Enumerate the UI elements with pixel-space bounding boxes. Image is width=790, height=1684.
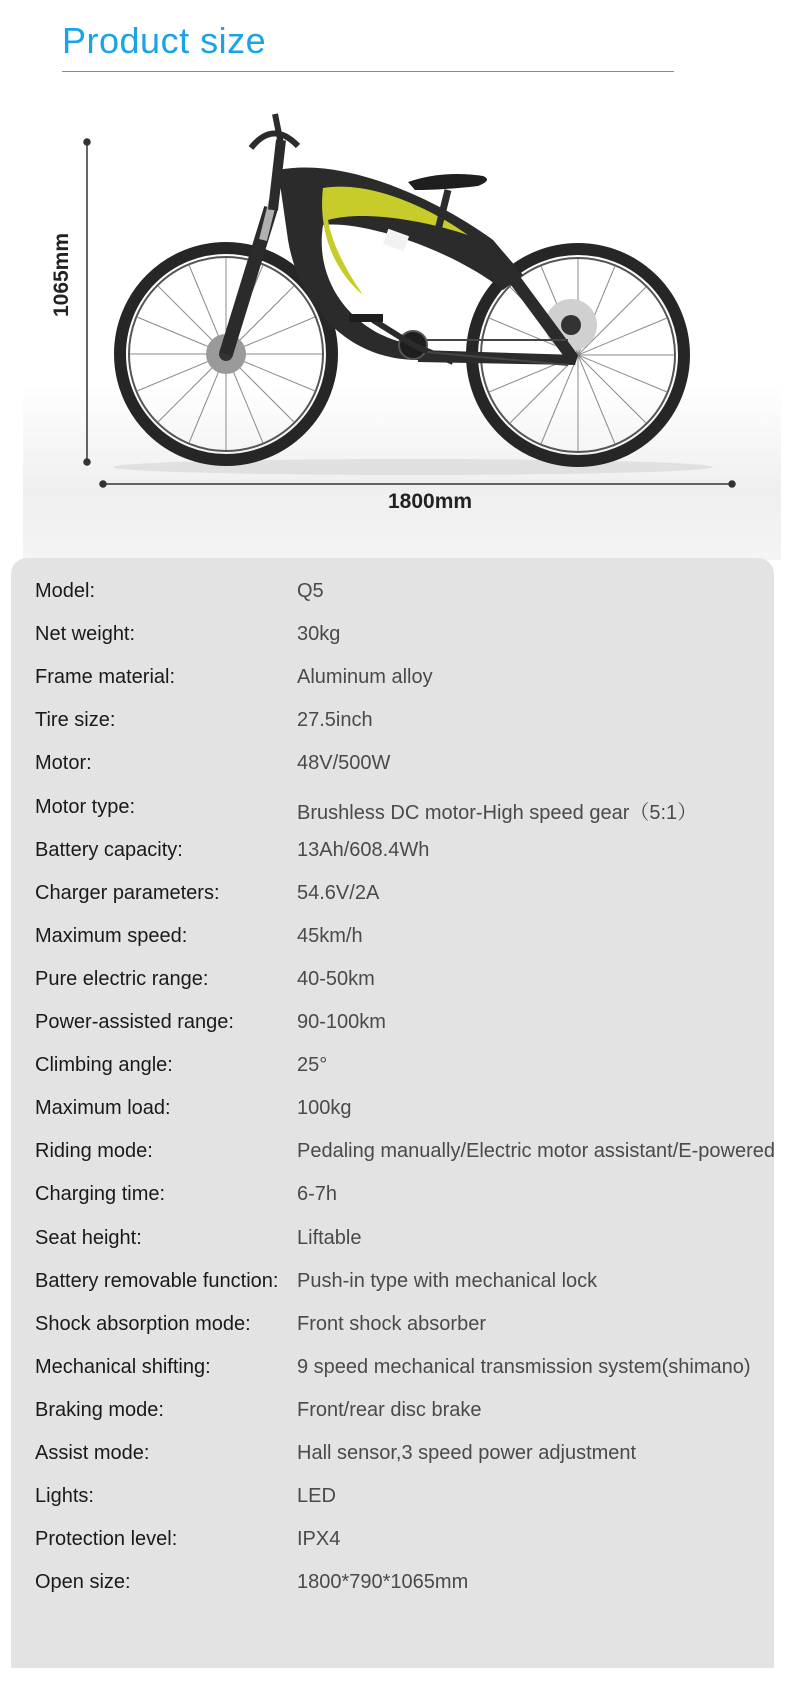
spec-value: 25° (297, 1054, 328, 1077)
spec-row (11, 1087, 774, 1130)
spec-row (11, 1561, 774, 1604)
spec-row (11, 786, 774, 829)
height-dimension-line (84, 139, 90, 465)
spec-value: 45km/h (297, 924, 363, 947)
spec-label: Battery capacity: (35, 838, 183, 861)
length-dimension-line (100, 481, 735, 487)
spec-value: Liftable (297, 1226, 362, 1249)
spec-row (11, 1001, 774, 1044)
spec-value: 100kg (297, 1097, 352, 1120)
spec-row (11, 829, 774, 872)
spec-row (11, 915, 774, 958)
page-title: Product size (62, 20, 267, 61)
spec-row (11, 742, 774, 785)
spec-label: Charging time: (35, 1183, 166, 1206)
spec-label: Motor: (35, 752, 92, 775)
spec-label: Frame material: (35, 666, 176, 689)
spec-row (11, 1044, 774, 1087)
spec-label: Tire size: (35, 709, 116, 732)
spec-label: Shock absorption mode: (35, 1312, 251, 1335)
bike-frame (278, 167, 578, 365)
spec-value: IPX4 (297, 1528, 341, 1551)
spec-row (11, 1432, 774, 1475)
spec-row (11, 613, 774, 656)
spec-value: 27.5inch (297, 709, 373, 732)
spec-row (11, 1173, 774, 1216)
spec-value: Aluminum alloy (297, 666, 433, 689)
spec-value: Q5 (297, 580, 324, 602)
spec-label: Pure electric range: (35, 967, 209, 990)
spec-label: Battery removable function: (35, 1269, 279, 1292)
spec-value: 1800*790*1065mm (297, 1571, 469, 1594)
spec-row (11, 656, 774, 699)
spec-label: Motor type: (35, 795, 136, 818)
spec-value: LED (297, 1485, 336, 1508)
spec-label: Maximum speed: (35, 924, 188, 947)
spec-label: Protection level: (35, 1528, 178, 1551)
spec-value: Push-in type with mechanical lock (297, 1269, 598, 1292)
spec-value: Pedaling manually/Electric motor assistant/E-powered (297, 1140, 775, 1163)
spec-row (11, 1130, 774, 1173)
spec-label: Braking mode: (35, 1398, 164, 1421)
spec-value: Front/rear disc brake (297, 1398, 482, 1421)
spec-value: 40-50km (297, 967, 375, 990)
spec-label: Seat height: (35, 1226, 142, 1249)
spec-label: Climbing angle: (35, 1054, 173, 1077)
length-dimension-label: 1800mm (388, 490, 473, 513)
spec-label: Riding mode: (35, 1140, 153, 1163)
spec-row (11, 570, 774, 613)
spec-value: 48V/500W (297, 752, 391, 775)
spec-row (11, 1217, 774, 1260)
spec-label: Open size: (35, 1571, 131, 1594)
spec-row (11, 1346, 774, 1389)
specifications-panel (11, 558, 774, 1668)
spec-value: Hall sensor,3 speed power adjustment (297, 1442, 637, 1464)
spec-label: Net weight: (35, 623, 136, 646)
spec-row (11, 872, 774, 915)
spec-value: 30kg (297, 623, 341, 646)
spec-label: Power-assisted range: (35, 1011, 234, 1033)
spec-row (11, 699, 774, 742)
spec-row (11, 1260, 774, 1303)
spec-label: Model: (35, 580, 96, 602)
spec-row (11, 1475, 774, 1518)
spec-label: Charger parameters: (35, 881, 220, 904)
spec-row (11, 958, 774, 1001)
spec-label: Maximum load: (35, 1097, 171, 1120)
spec-label: Assist mode: (35, 1442, 150, 1464)
spec-label: Lights: (35, 1485, 94, 1508)
handlebar (251, 114, 298, 148)
spec-value: 9 speed mechanical transmission system(shimano) (297, 1355, 751, 1378)
spec-row (11, 1518, 774, 1561)
spec-value: Brushless DC motor-High speed gear（5:1） (297, 801, 698, 824)
spec-value: 90-100km (297, 1011, 386, 1033)
spec-row (11, 1389, 774, 1432)
spec-value: 54.6V/2A (297, 881, 380, 904)
spec-value: 13Ah/608.4Wh (297, 838, 430, 861)
title-divider (62, 71, 674, 72)
height-dimension-label: 1065mm (50, 232, 73, 318)
spec-value: Front shock absorber (297, 1312, 486, 1335)
spec-row (11, 1303, 774, 1346)
spec-value: 6-7h (297, 1183, 338, 1206)
spec-label: Mechanical shifting: (35, 1355, 211, 1378)
